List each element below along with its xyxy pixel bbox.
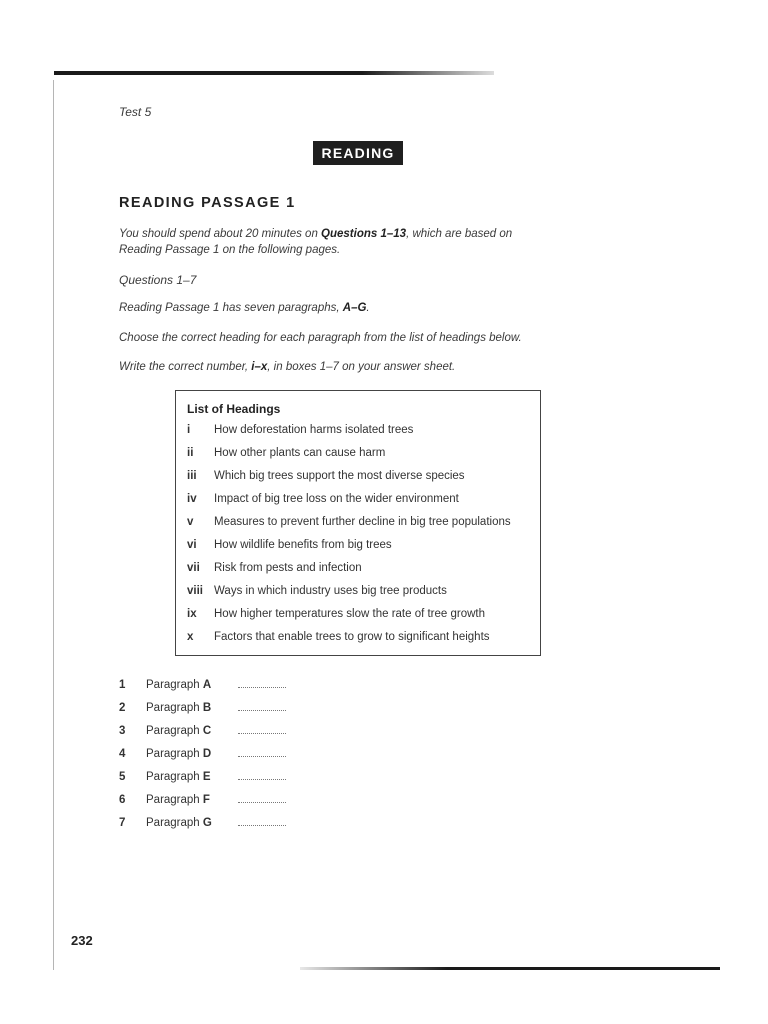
heading-item [187,562,362,580]
answer-blank[interactable] [238,816,286,826]
heading-item [187,493,459,511]
heading-item [187,424,413,442]
passage-title: READING PASSAGE 1 [119,195,296,211]
question-number: 3 [119,725,126,737]
heading-number: i [187,424,191,436]
answer-blank[interactable] [238,678,286,688]
heading-text: How deforestation harms isolated trees [214,424,414,436]
heading-text: Impact of big tree loss on the wider environment [214,493,459,505]
answer-blank[interactable] [238,793,286,803]
question-label: Paragraph C [146,725,212,737]
answer-blank[interactable] [238,770,286,780]
heading-number: ii [187,447,194,459]
answer-blank[interactable] [238,701,286,711]
heading-number: viii [187,585,203,597]
question-label: Paragraph E [146,771,211,783]
headings-list-title: List of Headings [187,402,281,416]
question-row [119,793,286,811]
question-number: 7 [119,817,126,829]
heading-item [187,585,447,603]
headings-list-box [175,390,541,656]
heading-text: How wildlife benefits from big trees [214,539,392,551]
top-rule [54,71,494,75]
questions-range: Questions 1–7 [119,273,197,287]
section-badge: READING [313,141,403,165]
heading-number: iv [187,493,197,505]
question-row [119,701,286,719]
question-label: Paragraph B [146,702,212,714]
heading-text: Ways in which industry uses big tree products [214,585,447,597]
page-number: 232 [71,933,93,948]
heading-number: iii [187,470,197,482]
question-number: 2 [119,702,126,714]
question-row [119,678,286,696]
question-number: 4 [119,748,126,760]
heading-number: ix [187,608,197,620]
heading-number: x [187,631,194,643]
question-row [119,770,286,788]
heading-text: Measures to prevent further decline in big tree populations [214,516,511,528]
intro-instruction: You should spend about 20 minutes on Questions 1–13, which are based on Reading Passage 1 on the following pages. [119,228,513,256]
heading-item [187,447,385,465]
question-number: 6 [119,794,126,806]
question-label: Paragraph F [146,794,210,806]
instruction-paragraphs: Reading Passage 1 has seven paragraphs, A–G. [119,302,370,314]
question-row [119,747,286,765]
question-number: 5 [119,771,126,783]
question-row [119,724,286,742]
heading-text: Which big trees support the most diverse species [214,470,465,482]
heading-text: How other plants can cause harm [214,447,386,459]
heading-number: v [187,516,194,528]
heading-item [187,631,490,649]
question-number: 1 [119,679,126,691]
heading-item [187,539,392,557]
instruction-choose: Choose the correct heading for each paragraph from the list of headings below. [119,332,522,344]
question-row [119,816,286,834]
left-margin-rule [53,80,54,970]
answer-blank[interactable] [238,724,286,734]
heading-number: vii [187,562,200,574]
heading-item [187,608,485,626]
question-label: Paragraph D [146,748,212,760]
heading-text: How higher temperatures slow the rate of tree growth [214,608,486,620]
instruction-write: Write the correct number, i–x, in boxes 1–7 on your answer sheet. [119,361,456,373]
heading-text: Factors that enable trees to grow to significant heights [214,631,490,643]
answer-blank[interactable] [238,747,286,757]
heading-number: vi [187,539,197,551]
test-label: Test 5 [119,105,152,119]
question-label: Paragraph G [146,817,212,829]
question-label: Paragraph A [146,679,212,691]
bottom-rule [300,967,720,970]
heading-item [187,516,511,534]
heading-text: Risk from pests and infection [214,562,362,574]
heading-item [187,470,465,488]
